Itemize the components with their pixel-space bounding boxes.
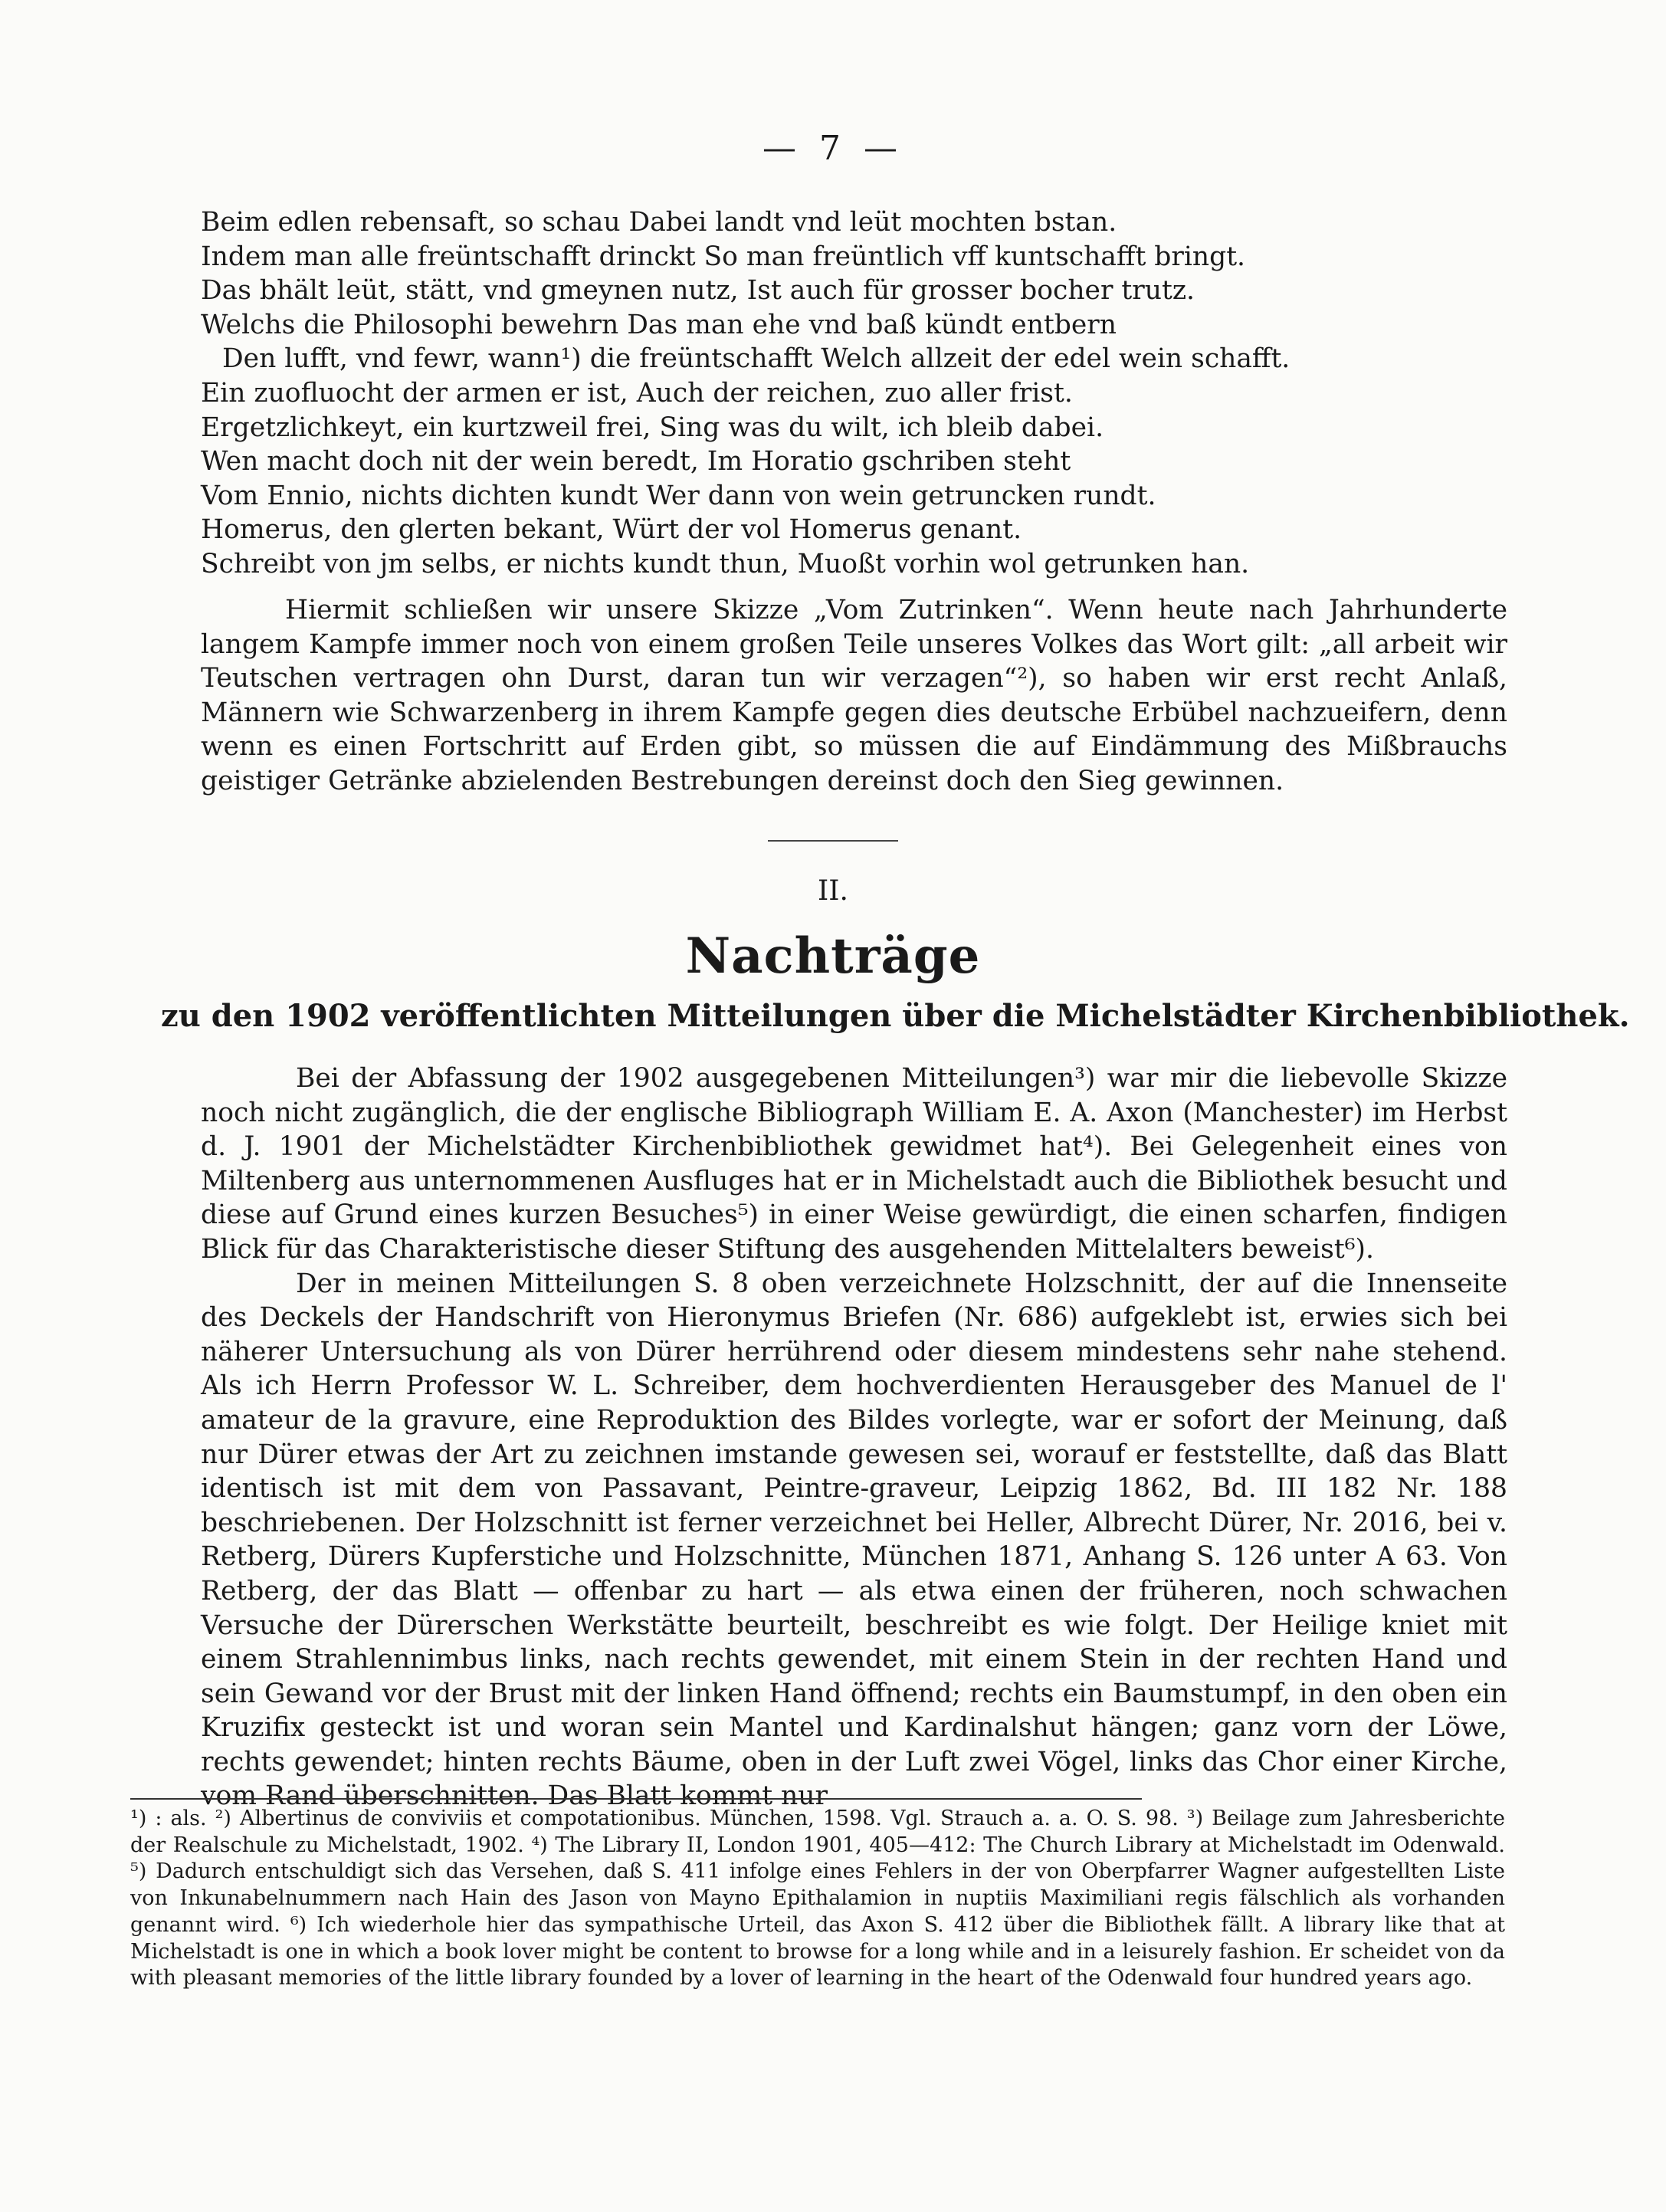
verse-line: Homerus, den glerten bekant, Würt der vol Homerus genant. xyxy=(201,514,1022,546)
verse-line: Das bhält leüt, stätt, vnd gmeynen nutz, Ist auch für grosser bocher trutz. xyxy=(201,275,1195,307)
main-text xyxy=(201,1062,1507,1813)
verse-line: Beim edlen rebensaft, so schau Dabei landt vnd leüt mochten bstan. xyxy=(201,207,1117,238)
intro-paragraph: Hiermit schließen wir unsere Skizze „Vom Zutrinken“. Wenn heute nach Jahrhunderte langem Kampfe immer noch von einem großen Teile unseres Volkes das Wort gilt: „all arbeit wir Teutschen vertragen ohn Durst, daran tun wir verzagen“²), so haben wir erst recht Anlaß, Männern wie Schwarzenberg in ihrem Kampfe gegen dies deutsche Erbübel nachzueifern, denn wenn es einen Fortschritt auf Erden gibt, so müssen die auf Eindämmung des Mißbrauchs geistiger Getränke abzielenden Bestrebungen dereinst doch den Sieg gewinnen. xyxy=(201,595,1507,796)
paragraph: Bei der Abfassung der 1902 ausgegebenen Mitteilungen³) war mir die liebevolle Skizze noch nicht zugänglich, die der englische Bibliograph William E. A. Axon (Manchester) im Herbst d. J. 1901 der Michelstädter Kirchenbibliothek gewidmet hat⁴). Bei Gelegenheit eines von Miltenberg aus unternommenen Ausfluges hat er in Michelstadt auch die Bibliothek besucht und diese auf Grund eines kurzen Besuches⁵) in einer Weise gewürdigt, die einen scharfen, findigen Blick für das Charakteristische dieser Stiftung des ausgehenden Mittelalters beweist⁶). xyxy=(201,1063,1507,1265)
verse-line: Wen macht doch nit der wein beredt, Im Horatio gschriben steht xyxy=(201,446,1071,478)
section-number: II. xyxy=(818,875,848,907)
intro-section xyxy=(201,593,1507,799)
section-divider xyxy=(768,840,898,842)
section-title: Nachträge xyxy=(685,927,981,985)
verse-line: Ergetzlichkeyt, ein kurtzweil frei, Sing was du wilt, ich bleib dabei. xyxy=(201,412,1104,443)
paragraph: Der in meinen Mitteilungen S. 8 oben verzeichnete Holzschnitt, der auf die Innenseite des Deckels der Handschrift von Hieronymus Briefen (Nr. 686) aufgeklebt ist, erwies sich bei näherer Untersuchung als von Dürer herrührend oder diesem mindestens sehr nahe stehend. Als ich Herrn Professor W. L. Schreiber, dem hochverdienten Herausgeber des Manuel de l' amateur de la gravure, eine Reproduktion des Bildes vorlegte, war er sofort der Meinung, daß nur Dürer etwas der Art zu zeichnen imstande gewesen sei, worauf er feststellte, daß das Blatt identisch ist mit dem von Passavant, Peintre-graveur, Leipzig 1862, Bd. III 182 Nr. 188 beschriebenen. Der Holzschnitt ist ferner verzeichnet bei Heller, Albrecht Dürer, Nr. 2016, bei v. Retberg, Dürers Kupferstiche und Holzschnitte, München 1871, Anhang S. 126 unter A 63. Von Retberg, der das Blatt — offenbar zu hart — als etwa einen der früheren, noch schwachen Versuche der Dürerschen Werkstätte beurteilt, beschreibt es wie folgt. Der Heilige kniet mit einem Strahlennimbus links, nach rechts gewendet, mit einem Stein in der rechten Hand und sein Gewand vor der Brust mit der linken Hand öffnend; rechts ein Baumstumpf, in den oben ein Kruzifix gesteckt ist und woran sein Mantel und Kardinalshut hängen; ganz vorn der Löwe, rechts gewendet; hinten rechts Bäume, oben in der Luft zwei Vögel, links das Chor einer Kirche, vom Rand überschnitten. Das Blatt kommt nur xyxy=(201,1268,1507,1812)
section-subtitle: zu den 1902 veröffentlichten Mitteilungen über die Michelstädter Kirchenbibliothek. xyxy=(161,998,1630,1034)
page-number: — 7 — xyxy=(762,129,904,168)
verse-line: Indem man alle freüntschafft drinckt So man freüntlich vff kuntschafft bringt. xyxy=(201,241,1246,272)
verse-block xyxy=(201,205,1507,582)
footnote-divider xyxy=(130,1798,1142,1800)
verse-line: Den lufft, vnd fewr, wann¹) die freüntschafft Welch allzeit der edel wein schafft. xyxy=(222,343,1290,375)
verse-line: Vom Ennio, nichts dichten kundt Wer dann von wein getruncken rundt. xyxy=(201,480,1156,511)
verse-line: Welchs die Philosophi bewehrn Das man ehe vnd baß kündt entbern xyxy=(201,309,1117,340)
verse-line: Ein zuofluocht der armen er ist, Auch der reichen, zuo aller frist. xyxy=(201,377,1073,409)
footnotes: ¹) : als. ²) Albertinus de conviviis et compotationibus. München, 1598. Vgl. Strauch a. a. O. S. 98. ³) Beilage zum Jahresberichte der Realschule zu Michelstadt, 1902. ⁴) The Library II, London 1901, 405—412: The Church Library at Michelstadt im Odenwald. ⁵) Dadurch entschuldigt sich das Versehen, daß S. 411 infolge eines Fehlers in der von Oberpfarrer Wagner aufgestellten Liste von Inkunabelnummern nach Hain des Jason von Mayno Epithalamion in nuptiis Maximiliani regis fälschlich als vorhanden genannt wird. ⁶) Ich wiederhole hier das sympathische Urteil, das Axon S. 412 über die Bibliothek fällt. A library like that at Michelstadt is one in which a book lover might be content to browse for a long while and in a leisurely fashion. Er scheidet von da with pleasant memories of the little library founded by a lover of learning in the heart of the Odenwald four hundred years ago. xyxy=(130,1807,1505,1990)
verse-line: Schreibt von jm selbs, er nichts kundt thun, Muoßt vorhin wol getrunken han. xyxy=(201,548,1250,579)
